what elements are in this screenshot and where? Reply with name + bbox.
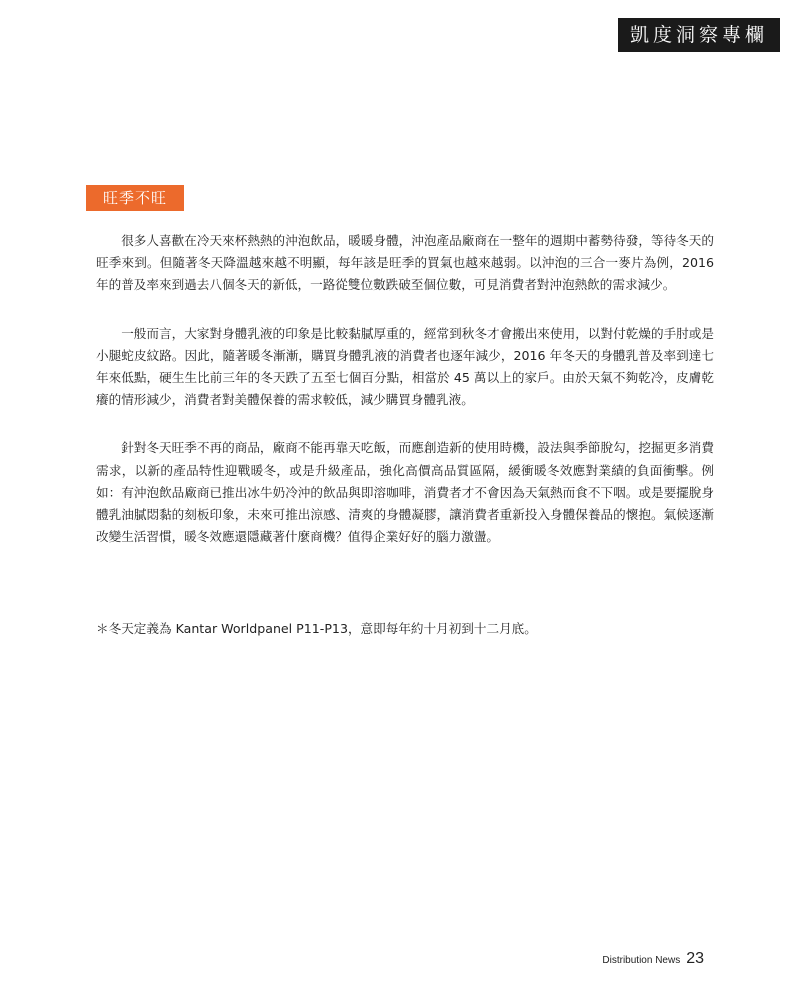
- column-title-banner: 凱度洞察專欄: [618, 18, 780, 52]
- article-body: [96, 230, 714, 574]
- page-footer: [602, 950, 704, 974]
- paragraph-2: 一般而言，大家對身體乳液的印象是比較黏膩厚重的，經常到秋冬才會搬出來使用，以對付乾燥的手肘或是小腿蛇皮紋路。因此，隨著暖冬漸漸，購買身體乳液的消費者也逐年減少，2016 年冬天的身體乳普及率到達七年來低點，硬生生比前三年的冬天跌了五至七個百分點，相當於 45 萬以上的家戶。由於天氣不夠乾冷，皮膚乾癢的情形減少，消費者對美體保養的需求較低，減少購買身體乳液。: [96, 325, 714, 408]
- paragraph-1: 很多人喜歡在冷天來杯熱熱的沖泡飲品，暖暖身體，沖泡產品廠商在一整年的週期中蓄勢待發，等待冬天的旺季來到。但隨著冬天降溫越來越不明顯，每年該是旺季的買氣也越來越弱。以沖泡的三合一麥片為例，2016 年的普及率來到過去八個冬天的新低，一路從雙位數跌破至個位數，可見消費者對沖泡熱飲的需求減少。: [96, 233, 714, 293]
- publication-name: Distribution News: [602, 955, 681, 966]
- section-heading: 旺季不旺: [86, 185, 184, 211]
- footnote: ＊冬天定義為 Kantar Worldpanel P11-P13，意即每年約十月初到十二月底。: [96, 621, 537, 636]
- paragraph-3: 針對冬天旺季不再的商品，廠商不能再靠天吃飯，而應創造新的使用時機，設法與季節脫勾，挖掘更多消費需求，以新的產品特性迎戰暖冬，或是升級產品，強化高價高品質區隔，緩衝暖冬效應對業績的負面衝擊。例如：有沖泡飲品廠商已推出冰牛奶冷沖的飲品與即溶咖啡，消費者才不會因為天氣熱而食不下咽。或是要擺脫身體乳油膩悶黏的刻板印象，未來可推出涼感、清爽的身體凝膠，讓消費者重新投入身體保養品的懷抱。氣候逐漸改變生活習慣，暖冬效應還隱藏著什麼商機？值得企業好好的腦力激盪。: [96, 440, 714, 545]
- page-number: 23: [686, 950, 704, 967]
